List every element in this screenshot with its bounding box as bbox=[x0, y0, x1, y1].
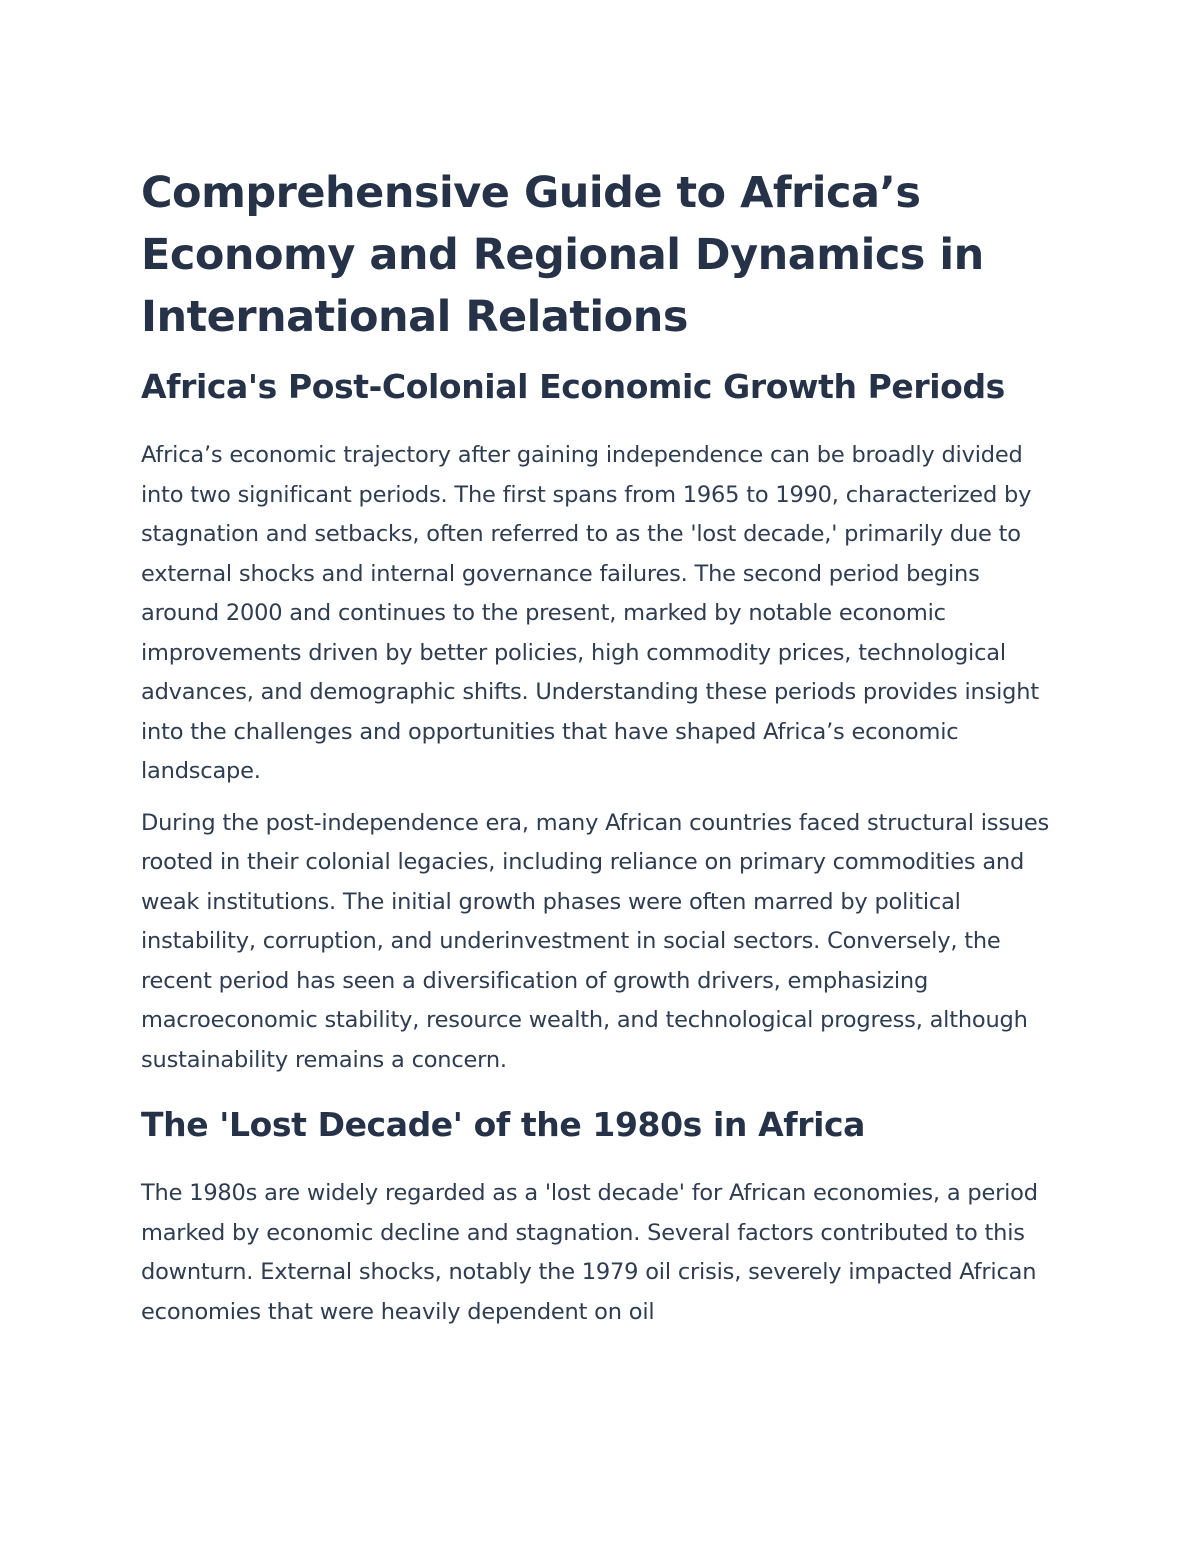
paragraph-lost-decade-1: The 1980s are widely regarded as a 'lost decade' for African economies, a period marked by economic decline and stagnation. Several factors contributed to this downturn. External shocks, notably the 1979 oil crisis, severely impacted African economies that were heavily dependent on oil bbox=[141, 1180, 1038, 1325]
section-heading-lost-decade: The 'Lost Decade' of the 1980s in Africa bbox=[141, 1105, 866, 1144]
document-title: Comprehensive Guide to Africa’s Economy and Regional Dynamics in International Relations bbox=[141, 168, 984, 342]
section-heading-growth-periods: Africa's Post-Colonial Economic Growth Periods bbox=[141, 367, 1005, 406]
document-page bbox=[141, 162, 1061, 1332]
paragraph-growth-periods-2: During the post-independence era, many African countries faced structural issues rooted in their colonial legacies, including reliance on primary commodities and weak institutions. The initial growth phases were often marred by political instability, corruption, and underinvestment in social sectors. Conversely, the recent period has seen a diversification of growth drivers, emphasizing macroeconomic stability, resource wealth, and technological progress, although sustainability remains a concern. bbox=[141, 809, 1050, 1073]
paragraph-growth-periods-1: Africa’s economic trajectory after gaining independence can be broadly divided into two significant periods. The first spans from 1965 to 1990, characterized by stagnation and setbacks, often referred to as the 'lost decade,' primarily due to external shocks and internal governance failures. The second period begins around 2000 and continues to the present, marked by notable economic improvements driven by better policies, high commodity prices, technological advances, and demographic shifts. Understanding these periods provides insight into the challenges and opportunities that have shaped Africa’s economic landscape. bbox=[141, 442, 1039, 784]
